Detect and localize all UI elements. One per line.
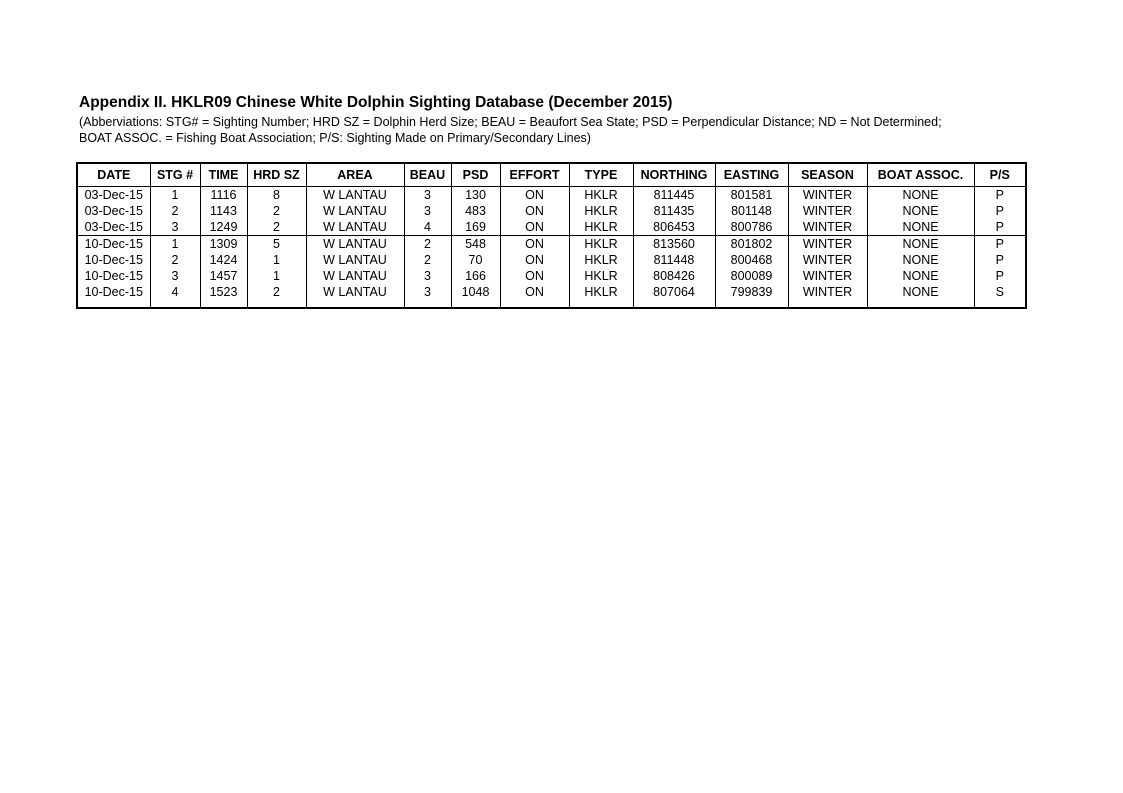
cell-effort: ON (500, 203, 569, 219)
cell-season: WINTER (788, 252, 867, 268)
table-row (77, 252, 1026, 268)
cell-stg: 2 (150, 252, 200, 268)
cell-ps: P (974, 219, 1026, 236)
cell-psd: 548 (451, 236, 500, 253)
cell-type: HKLR (569, 252, 633, 268)
cell-date: 03-Dec-15 (77, 219, 150, 236)
header-type: TYPE (569, 163, 633, 187)
cell-hrd-sz: 2 (247, 284, 306, 300)
cell-psd: 483 (451, 203, 500, 219)
cell-area: W LANTAU (306, 187, 404, 204)
page-title: Appendix II. HKLR09 Chinese White Dolphin Sighting Database (December 2015) (79, 94, 673, 111)
cell-psd: 70 (451, 252, 500, 268)
cell-time: 1249 (200, 219, 247, 236)
cell-easting: 800786 (715, 219, 788, 236)
cell-stg: 4 (150, 284, 200, 300)
header-psd: PSD (451, 163, 500, 187)
cell-beau: 4 (404, 219, 451, 236)
cell-psd: 166 (451, 268, 500, 284)
cell-area: W LANTAU (306, 252, 404, 268)
table-row (77, 219, 1026, 236)
cell-easting: 801148 (715, 203, 788, 219)
cell-season: WINTER (788, 236, 867, 253)
cell-area: W LANTAU (306, 219, 404, 236)
cell-stg: 3 (150, 219, 200, 236)
cell-date: 10-Dec-15 (77, 236, 150, 253)
cell-hrd-sz: 2 (247, 219, 306, 236)
cell-effort: ON (500, 219, 569, 236)
cell-area: W LANTAU (306, 236, 404, 253)
cell-area: W LANTAU (306, 203, 404, 219)
header-hrd-sz: HRD SZ (247, 163, 306, 187)
header-effort: EFFORT (500, 163, 569, 187)
table-row (77, 203, 1026, 219)
cell-boat-assoc: NONE (867, 252, 974, 268)
cell-beau: 2 (404, 252, 451, 268)
table-filler-row (77, 300, 1026, 308)
cell-stg: 1 (150, 236, 200, 253)
cell-area: W LANTAU (306, 268, 404, 284)
cell-type: HKLR (569, 203, 633, 219)
cell-time: 1457 (200, 268, 247, 284)
cell-stg: 1 (150, 187, 200, 204)
cell-type: HKLR (569, 236, 633, 253)
cell-northing: 806453 (633, 219, 715, 236)
cell-northing: 811435 (633, 203, 715, 219)
cell-type: HKLR (569, 268, 633, 284)
header-season: SEASON (788, 163, 867, 187)
cell-date: 10-Dec-15 (77, 268, 150, 284)
cell-hrd-sz: 1 (247, 252, 306, 268)
cell-effort: ON (500, 236, 569, 253)
cell-ps: P (974, 187, 1026, 204)
cell-hrd-sz: 1 (247, 268, 306, 284)
cell-time: 1143 (200, 203, 247, 219)
cell-boat-assoc: NONE (867, 219, 974, 236)
header-easting: EASTING (715, 163, 788, 187)
cell-season: WINTER (788, 268, 867, 284)
cell-hrd-sz: 5 (247, 236, 306, 253)
header-ps: P/S (974, 163, 1026, 187)
header-boat-assoc: BOAT ASSOC. (867, 163, 974, 187)
cell-northing: 813560 (633, 236, 715, 253)
cell-ps: P (974, 252, 1026, 268)
cell-season: WINTER (788, 219, 867, 236)
cell-type: HKLR (569, 284, 633, 300)
cell-date: 03-Dec-15 (77, 187, 150, 204)
cell-effort: ON (500, 284, 569, 300)
cell-stg: 2 (150, 203, 200, 219)
cell-beau: 3 (404, 268, 451, 284)
cell-ps: P (974, 203, 1026, 219)
cell-ps: P (974, 268, 1026, 284)
abbreviations-note (79, 114, 1039, 146)
cell-boat-assoc: NONE (867, 187, 974, 204)
cell-beau: 3 (404, 203, 451, 219)
cell-northing: 807064 (633, 284, 715, 300)
cell-northing: 808426 (633, 268, 715, 284)
cell-boat-assoc: NONE (867, 268, 974, 284)
cell-easting: 801802 (715, 236, 788, 253)
table-row (77, 268, 1026, 284)
cell-time: 1523 (200, 284, 247, 300)
cell-beau: 3 (404, 284, 451, 300)
cell-effort: ON (500, 187, 569, 204)
header-stg: STG # (150, 163, 200, 187)
cell-northing: 811448 (633, 252, 715, 268)
header-date: DATE (77, 163, 150, 187)
header-northing: NORTHING (633, 163, 715, 187)
cell-date: 03-Dec-15 (77, 203, 150, 219)
cell-season: WINTER (788, 187, 867, 204)
cell-easting: 800468 (715, 252, 788, 268)
cell-effort: ON (500, 268, 569, 284)
cell-boat-assoc: NONE (867, 236, 974, 253)
cell-ps: S (974, 284, 1026, 300)
cell-time: 1309 (200, 236, 247, 253)
cell-effort: ON (500, 252, 569, 268)
cell-time: 1424 (200, 252, 247, 268)
header-beau: BEAU (404, 163, 451, 187)
cell-psd: 1048 (451, 284, 500, 300)
cell-easting: 799839 (715, 284, 788, 300)
abbreviations-line-2: BOAT ASSOC. = Fishing Boat Association; P/S: Sighting Made on Primary/Secondary Lines) (79, 131, 591, 145)
cell-season: WINTER (788, 203, 867, 219)
sighting-table (76, 162, 1027, 309)
cell-psd: 130 (451, 187, 500, 204)
table-row (77, 187, 1026, 204)
cell-boat-assoc: NONE (867, 203, 974, 219)
header-time: TIME (200, 163, 247, 187)
table-row (77, 284, 1026, 300)
cell-type: HKLR (569, 187, 633, 204)
cell-type: HKLR (569, 219, 633, 236)
cell-beau: 2 (404, 236, 451, 253)
cell-season: WINTER (788, 284, 867, 300)
cell-hrd-sz: 8 (247, 187, 306, 204)
cell-area: W LANTAU (306, 284, 404, 300)
cell-easting: 800089 (715, 268, 788, 284)
cell-beau: 3 (404, 187, 451, 204)
cell-easting: 801581 (715, 187, 788, 204)
cell-time: 1116 (200, 187, 247, 204)
cell-date: 10-Dec-15 (77, 284, 150, 300)
table-row (77, 236, 1026, 253)
cell-boat-assoc: NONE (867, 284, 974, 300)
header-area: AREA (306, 163, 404, 187)
table-header-row (77, 163, 1026, 187)
cell-date: 10-Dec-15 (77, 252, 150, 268)
cell-ps: P (974, 236, 1026, 253)
cell-hrd-sz: 2 (247, 203, 306, 219)
cell-stg: 3 (150, 268, 200, 284)
cell-psd: 169 (451, 219, 500, 236)
abbreviations-line-1: (Abberviations: STG# = Sighting Number; HRD SZ = Dolphin Herd Size; BEAU = Beaufort Sea State; PSD = Perpendicular Distance; ND = Not Determined; (79, 115, 942, 129)
cell-northing: 811445 (633, 187, 715, 204)
